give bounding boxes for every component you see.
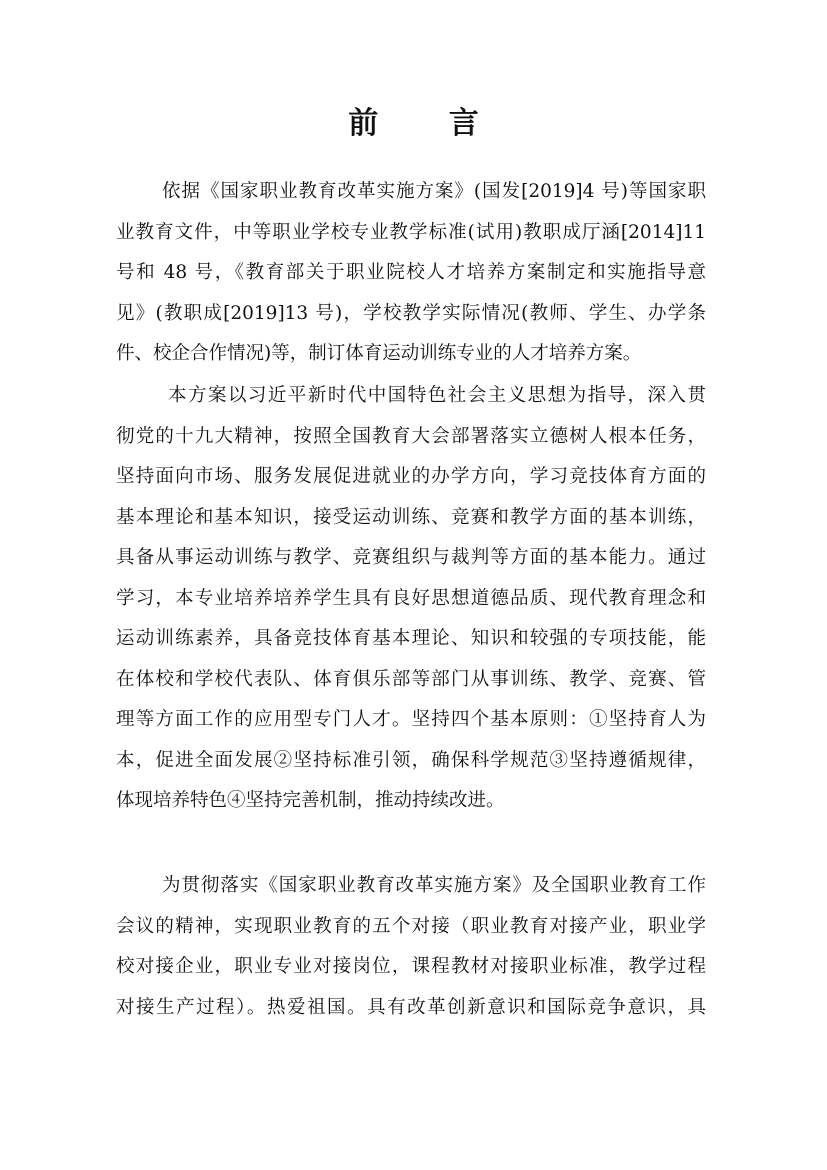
text-line: 具备从事运动训练与教学、竞赛组织与裁判等方面的基本能力。通过 [116,547,706,568]
page-title: 前 言 [348,106,509,141]
text-line: 彻党的十九大精神，按照全国教育大会部署落实立德树人根本任务， [116,425,706,447]
text-line: 基本理论和基本知识，接受运动训练、竞赛和教学方面的基本训练， [116,506,706,528]
text-line: 业教育文件，中等职业学校专业教学标准(试用)教职成厅涵[2014]11 [116,221,706,243]
text-line: 理等方面工作的应用型专门人才。坚持四个基本原则：①坚持育人为 [116,709,706,730]
text-line: 本方案以习近平新时代中国特色社会主义思想为指导，深入贯 [168,385,706,406]
text-line: 坚持面向市场、服务发展促进就业的办学方向，学习竞技体育方面的 [116,466,706,487]
text-line: 依据《国家职业教育改革实施方案》(国发[2019]4 号)等国家职 [162,181,706,202]
text-line: 学习，本专业培养培养学生具有良好思想道德品质、现代教育理念和 [116,587,706,609]
paragraph-implementation [116,866,706,1028]
text-line: 见》(教职成[2019]13 号)，学校教学实际情况(教师、学生、办学条 [116,302,706,324]
paragraph-basis [116,172,706,375]
text-line: 件、校企合作情况)等，制订体育运动训练专业的人才培养方案。 [116,343,642,364]
text-line: 号和 48 号，《教育部关于职业院校人才培养方案制定和实施指导意 [116,262,706,283]
text-line: 对接生产过程）。热爱祖国。具有改革创新意识和国际竞争意识，具 [116,996,706,1018]
text-line: 校对接企业，职业专业对接岗位，课程教材对接职业标准，教学过程 [116,956,706,977]
paragraph-guidance [116,376,706,822]
text-line: 体现培养特色④坚持完善机制，推动持续改进。 [116,790,505,811]
text-line: 本，促进全面发展②坚持标准引领，确保科学规范③坚持遵循规律， [116,749,706,771]
text-line: 为贯彻落实《国家职业教育改革实施方案》及全国职业教育工作 [162,875,706,896]
text-line: 会议的精神，实现职业教育的五个对接（职业教育对接产业，职业学 [116,915,706,937]
text-line: 在体校和学校代表队、体育俱乐部等部门从事训练、教学、竞赛、管 [116,668,706,690]
text-line: 运动训练素养，具备竞技体育基本理论、知识和较强的专项技能，能 [116,628,706,649]
